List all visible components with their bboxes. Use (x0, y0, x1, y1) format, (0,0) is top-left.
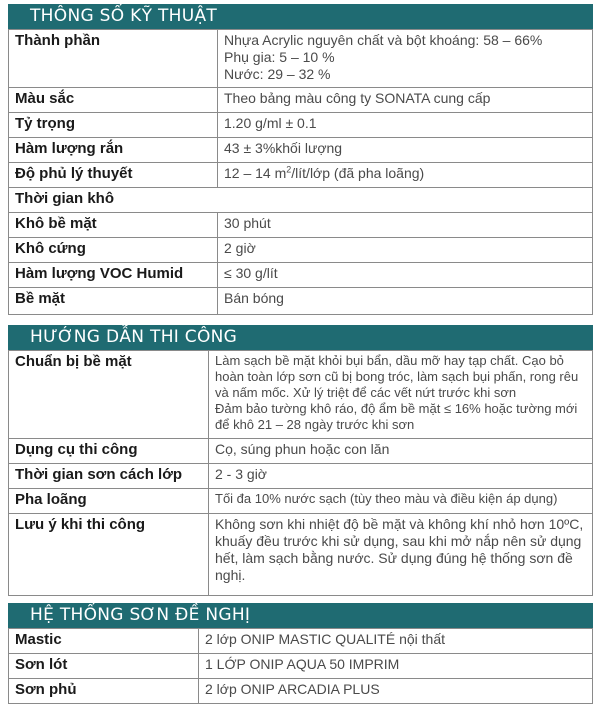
row-value (218, 163, 593, 188)
coverage-unit: /lít/lớp (đã pha loãng) (291, 165, 425, 181)
row-value: 2 lớp ONIP ARCADIA PLUS (199, 679, 593, 704)
system-header: HỆ THỐNG SƠN ĐỀ NGHỊ (8, 603, 593, 628)
table-row (9, 163, 593, 188)
specs-table (8, 29, 593, 315)
row-value: ≤ 30 g/lít (218, 263, 593, 288)
composition-line: Nhựa Acrylic nguyên chất và bột khoáng: 58 – 66% (224, 32, 543, 48)
row-label: Chuẩn bị bề mặt (9, 351, 209, 439)
row-value: 43 ± 3%khối lượng (218, 138, 593, 163)
row-label: Sơn lót (9, 654, 199, 679)
guide-table (8, 350, 593, 596)
table-row (9, 213, 593, 238)
prep-paragraph: Làm sạch bề mặt khỏi bụi bẩn, dầu mỡ hay tạp chất. Cạo bỏ hoàn toàn lớp sơn cũ bị bong tróc, làm sạch bụi phấn, rong rêu và nấm mốc. Xử lý triệt để các vết nứt trước khi sơn (215, 353, 579, 400)
table-row (9, 514, 593, 596)
table-row (9, 439, 593, 464)
row-value: Bán bóng (218, 288, 593, 315)
row-label: Bề mặt (9, 288, 218, 315)
row-label: Pha loãng (9, 489, 209, 514)
row-label: Lưu ý khi thi công (9, 514, 209, 596)
table-row (9, 188, 593, 213)
table-row (9, 113, 593, 138)
table-row (9, 138, 593, 163)
table-row (9, 629, 593, 654)
system-table (8, 628, 593, 704)
coverage-exponent: 2 (286, 164, 292, 175)
row-label: Độ phủ lý thuyết (9, 163, 218, 188)
row-label: Khô cứng (9, 238, 218, 263)
composition-line: Nước: 29 – 32 % (224, 66, 331, 82)
row-label: Thành phần (9, 30, 218, 88)
row-value: Không sơn khi nhiệt độ bề mặt và không khí nhỏ hơn 10ºC, khuấy đều trước khi sử dụng, sau khi mở nắp nên sử dụng hết, làm sạch bằng nước. Sử dụng đúng hệ thống sơn đề nghị. (209, 514, 593, 596)
row-label: Hàm lượng VOC Humid (9, 263, 218, 288)
row-label: Màu sắc (9, 88, 218, 113)
row-value: 2 - 3 giờ (209, 464, 593, 489)
row-label: Tỷ trọng (9, 113, 218, 138)
system-section (8, 603, 593, 704)
specs-header: THÔNG SỐ KỸ THUẬT (8, 4, 593, 29)
row-value: 2 giờ (218, 238, 593, 263)
table-row (9, 654, 593, 679)
row-value: Tối đa 10% nước sạch (tùy theo màu và điều kiện áp dụng) (209, 489, 593, 514)
table-row (9, 464, 593, 489)
row-value (218, 30, 593, 88)
row-value (209, 351, 593, 439)
guide-header: HƯỚNG DẪN THI CÔNG (8, 325, 593, 350)
row-value: 2 lớp ONIP MASTIC QUALITÉ nội thất (199, 629, 593, 654)
row-label: Hàm lượng rắn (9, 138, 218, 163)
row-label: Mastic (9, 629, 199, 654)
row-label: Thời gian khô (9, 188, 593, 213)
table-row (9, 489, 593, 514)
table-row (9, 351, 593, 439)
table-row (9, 30, 593, 88)
specs-section (8, 4, 593, 315)
row-label: Dụng cụ thi công (9, 439, 209, 464)
table-row (9, 288, 593, 315)
row-value: 1.20 g/ml ± 0.1 (218, 113, 593, 138)
composition-line: Phụ gia: 5 – 10 % (224, 49, 335, 65)
row-label: Khô bề mặt (9, 213, 218, 238)
row-value: Cọ, súng phun hoặc con lăn (209, 439, 593, 464)
table-row (9, 679, 593, 704)
table-row (9, 263, 593, 288)
row-label: Sơn phủ (9, 679, 199, 704)
row-value: 1 LỚP ONIP AQUA 50 IMPRIM (199, 654, 593, 679)
row-value: 30 phút (218, 213, 593, 238)
row-label: Thời gian sơn cách lớp (9, 464, 209, 489)
coverage-value: 12 – 14 m (224, 165, 287, 181)
row-value: Theo bảng màu công ty SONATA cung cấp (218, 88, 593, 113)
table-row (9, 238, 593, 263)
table-row (9, 88, 593, 113)
guide-section (8, 325, 593, 596)
prep-paragraph: Đảm bảo tường khô ráo, độ ẩm bề mặt ≤ 16% hoặc tường mới để khô 21 – 28 ngày trước khi sơn (215, 401, 578, 432)
